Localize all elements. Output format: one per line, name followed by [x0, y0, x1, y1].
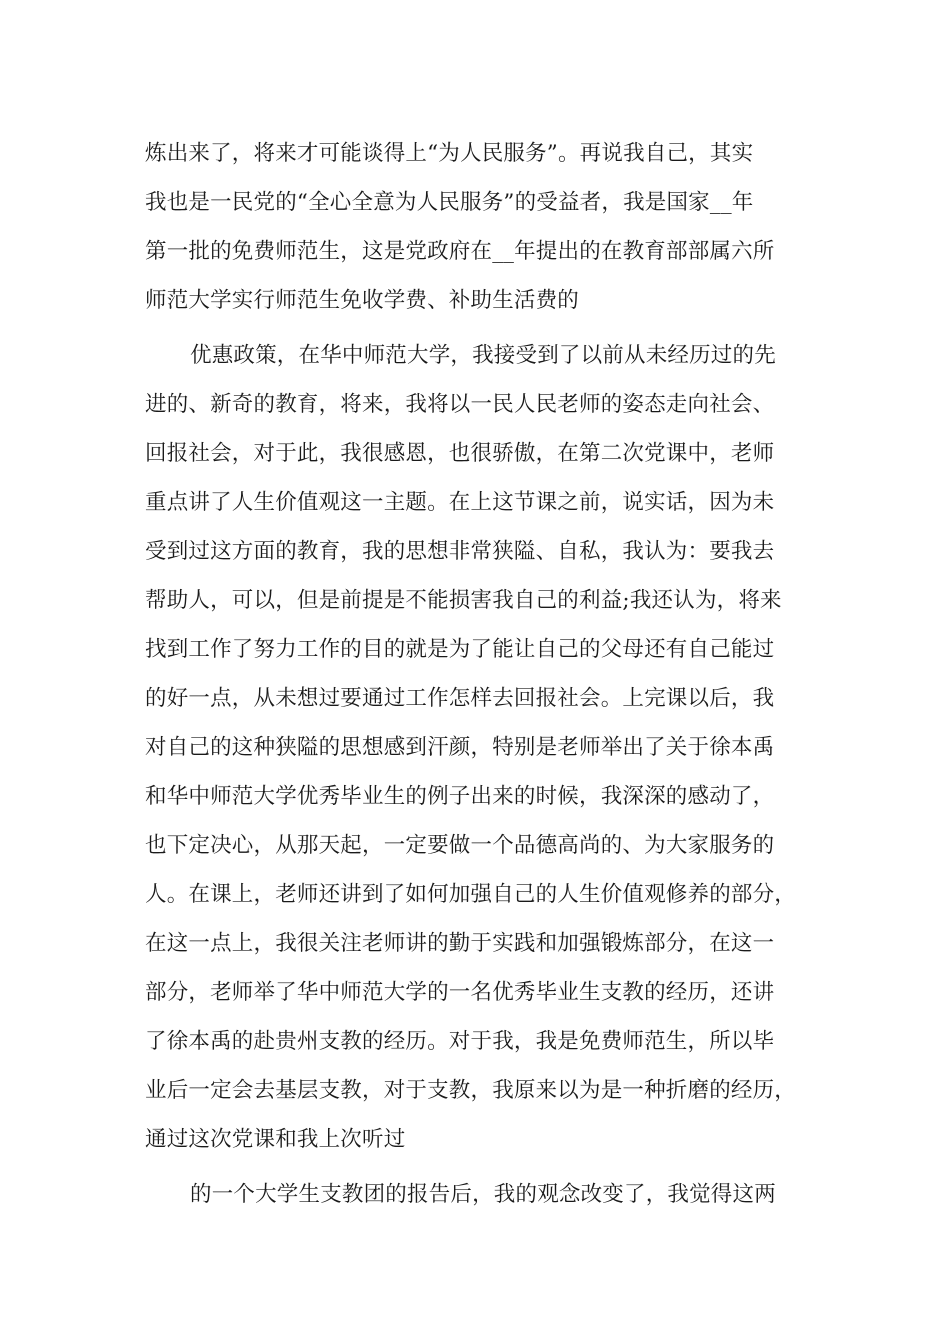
text-line: 进的、新奇的教育，将来，我将以一民人民老师的姿态走向社会、 [145, 392, 775, 417]
text-line: 也下定决心，从那天起，一定要做一个品德高尚的、为大家服务的 [145, 833, 775, 858]
text-line: 了徐本禹的赴贵州支教的经历。对于我，我是免费师范生，所以毕 [145, 1029, 775, 1054]
text-line: 找到工作了努力工作的目的就是为了能让自己的父母还有自己能过 [145, 637, 775, 662]
paragraph-first-line: 优惠政策，在华中师范大学，我接受到了以前从未经历过的先 [190, 343, 776, 368]
text-line: 炼出来了，将来才可能谈得上“为人民服务”。再说我自己，其实 [145, 141, 754, 166]
text-line: 回报社会，对于此，我很感恩，也很骄傲，在第二次党课中，老师 [145, 441, 775, 466]
text-line: 业后一定会去基层支教，对于支教，我原来以为是一种折磨的经历， [145, 1078, 797, 1103]
text-line: 的好一点，从未想过要通过工作怎样去回报社会。上完课以后，我 [145, 686, 775, 711]
text-line: 受到过这方面的教育，我的思想非常狭隘、自私，我认为：要我去 [145, 539, 775, 564]
text-line: 部分，老师举了华中师范大学的一名优秀毕业生支教的经历，还讲 [145, 980, 775, 1005]
text-line: 在这一点上，我很关注老师讲的勤于实践和加强锻炼部分，在这一 [145, 931, 775, 956]
text-line: 第一批的免费师范生，这是党政府在__年提出的在教育部部属六所 [145, 239, 775, 264]
text-line: 我也是一民党的“全心全意为人民服务”的受益者，我是国家__年 [145, 190, 754, 215]
text-line: 通过这次党课和我上次听过 [145, 1127, 406, 1152]
text-line: 重点讲了人生价值观这一主题。在上这节课之前，说实话，因为未 [145, 490, 775, 515]
paragraph-first-line: 的一个大学生支教团的报告后，我的观念改变了，我觉得这两 [190, 1182, 776, 1207]
text-line: 对自己的这种狭隘的思想感到汗颜，特别是老师举出了关于徐本禹 [145, 735, 775, 760]
text-line: 人。在课上，老师还讲到了如何加强自己的人生价值观修养的部分， [145, 882, 797, 907]
text-line: 师范大学实行师范生免收学费、补助生活费的 [145, 288, 580, 313]
text-line: 和华中师范大学优秀毕业生的例子出来的时候，我深深的感动了， [145, 784, 775, 809]
text-line: 帮助人，可以，但是前提是不能损害我自己的利益;我还认为，将来 [145, 588, 782, 613]
